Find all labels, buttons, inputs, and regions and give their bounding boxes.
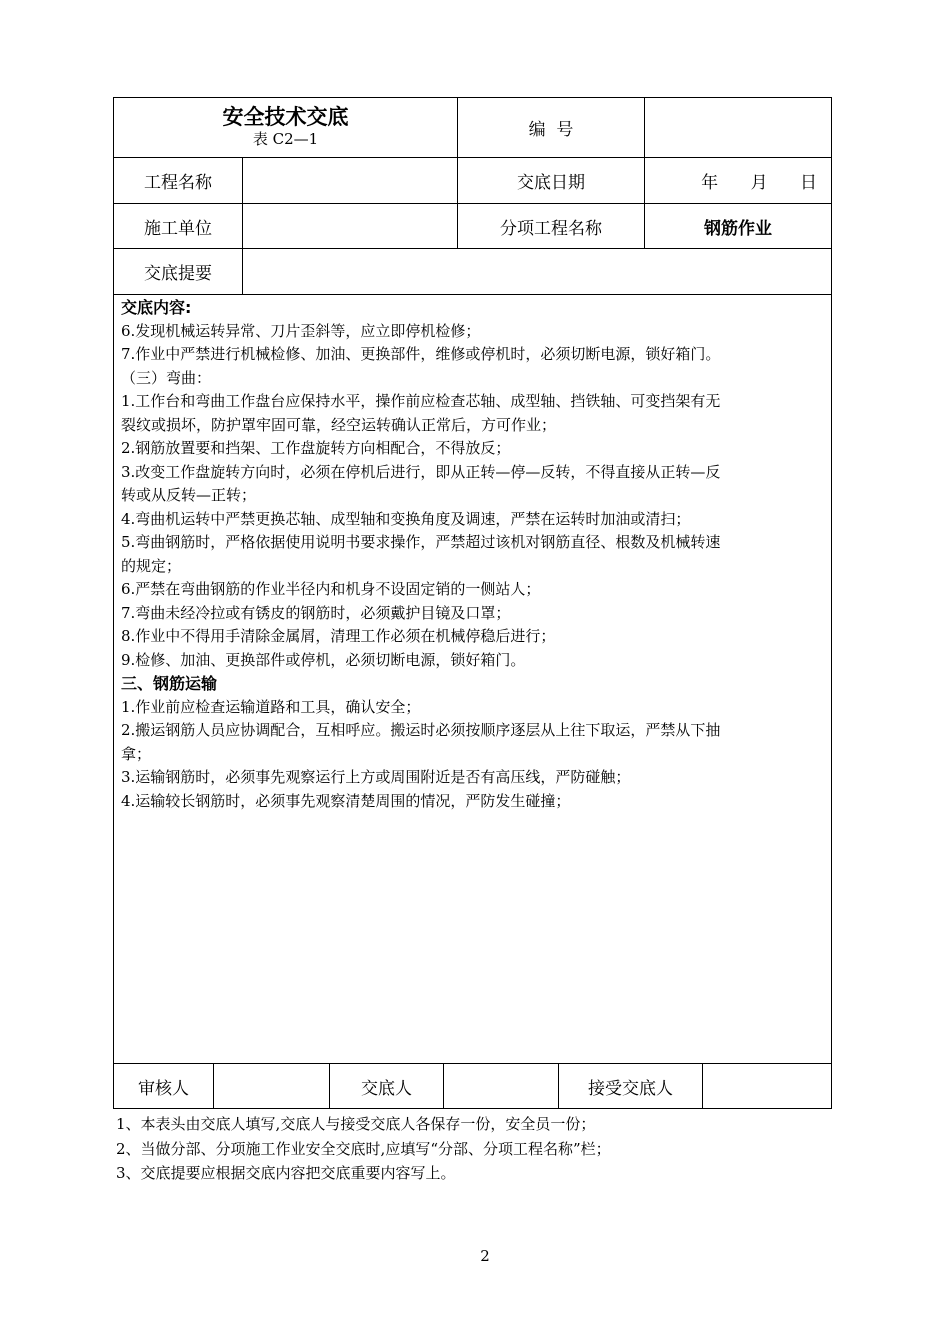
content-line: 3.改变工作盘旋转方向时，必须在停机后进行，即从正转—停—反转，不得直接从正转—反 [121,462,721,481]
content-line: 9.检修、加油、更换部件或停机，必须切断电源，锁好箱门。 [121,650,526,669]
page-number: 2 [480,1247,490,1265]
presenter-label: 交底人 [361,1078,412,1099]
content-line: 转或从反转—正转； [121,486,257,504]
content-line: 的规定； [121,556,182,575]
unit-label: 施工单位 [144,218,212,239]
form-title: 安全技术交底 [222,103,349,129]
footnote: 1、本表头由交底人填写,交底人与接受交底人各保存一份，安全员一份； [116,1115,596,1133]
content-line: 4.弯曲机运转中严禁更换芯轴、成型轴和变换角度及调速，严禁在运转时加油或清扫； [121,509,691,528]
date-field[interactable]: 年 月 日 [701,173,817,193]
footnote: 2、当做分部、分项施工作业安全交底时,应填写“分部、分项工程名称”栏； [116,1139,611,1158]
receiver-field[interactable] [703,1064,831,1108]
number-label: 编 号 [528,120,574,140]
reviewer-field[interactable] [214,1064,329,1108]
receiver-label: 接受交底人 [588,1078,673,1099]
content-line: 7.弯曲未经冷拉或有锈皮的钢筋时，必须戴护目镜及口罩； [121,603,511,622]
reviewer-label: 审核人 [138,1078,189,1099]
content-line: 5.弯曲钢筋时，严格依据使用说明书要求操作，严禁超过该机对钢筋直径、根数及机械转速 [121,533,721,551]
content-line: 7.作业中严禁进行机械检修、加油、更换部件，维修或停机时，必须切断电源，锁好箱门。 [121,345,721,363]
content-line: （三）弯曲： [121,368,212,387]
presenter-field[interactable] [444,1064,558,1108]
content-heading: 交底内容: [121,298,192,317]
footnotes [116,1112,611,1186]
content-line: 6.发现机械运转异常、刀片歪斜等，应立即停机检修； [121,321,481,340]
form-header [114,98,457,157]
project-name-label: 工程名称 [144,173,212,193]
footnote: 3、交底提要应根据交底内容把交底重要内容写上。 [116,1164,456,1182]
content-line: 8.作业中不得用手清除金属屑，清理工作必须在机械停稳后进行； [121,627,556,645]
content-line: 拿； [121,744,152,763]
content-line: 1.作业前应检查运输道路和工具，确认安全； [121,697,421,716]
sub-project-value[interactable]: 钢筋作业 [704,218,772,239]
summary-label: 交底提要 [144,264,212,284]
content-line: 3.运输钢筋时，必须事先观察运行上方或周围附近是否有高压线，严防碰触； [121,768,631,786]
unit-field[interactable] [243,204,457,248]
content-line: 1.工作台和弯曲工作盘台应保持水平，操作前应检查芯轴、成型轴、挡铁轴、可变挡架有无 [121,392,721,410]
content-line: 裂纹或损坏，防护罩牢固可靠，经空运转确认正常后，方可作业； [121,415,557,434]
summary-field[interactable] [243,249,831,294]
sub-project-label: 分项工程名称 [500,218,602,239]
content-body [121,296,827,813]
content-line: 6.严禁在弯曲钢筋的作业半径内和机身不设固定销的一侧站人； [121,580,541,598]
content-line: 4.运输较长钢筋时，必须事先观察清楚周围的情况，严防发生碰撞； [121,791,571,810]
project-name-field[interactable] [243,158,457,203]
number-field[interactable] [645,98,831,157]
form-code: 表 C2—1 [252,129,319,148]
content-line: 2.搬运钢筋人员应协调配合，互相呼应。搬运时必须按顺序逐层从上往下取运，严禁从下抽 [121,721,721,739]
date-label: 交底日期 [517,173,585,193]
content-line: 2.钢筋放置要和挡架、工作盘旋转方向相配合，不得放反； [121,439,511,457]
row-divider [113,294,832,295]
section-heading: 三、钢筋运输 [121,674,218,693]
